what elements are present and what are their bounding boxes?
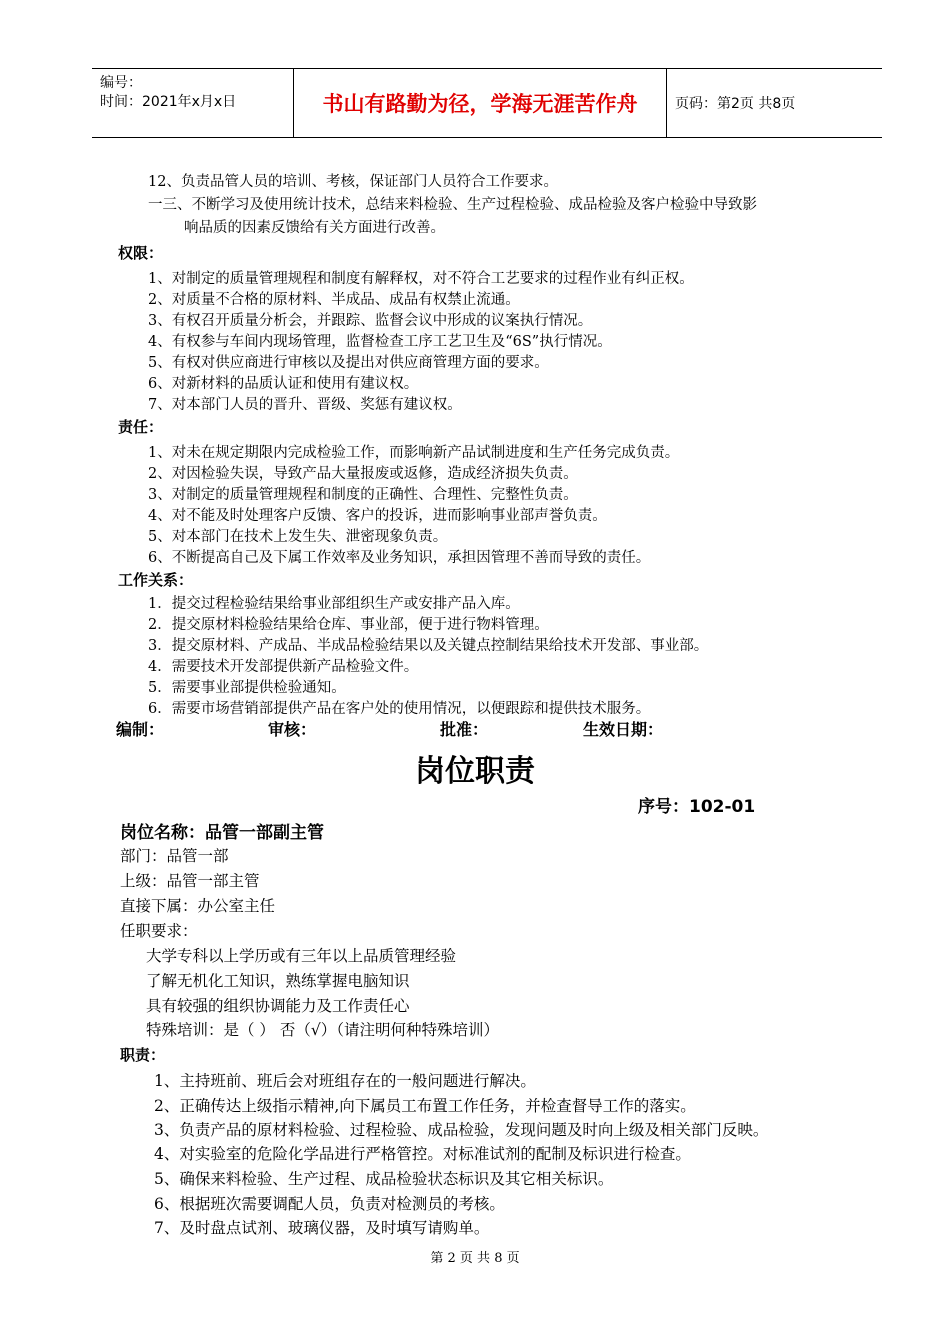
relations-item: 6．需要市场营销部提供产品在客户处的使用情况，以便跟踪和提供技术服务。 xyxy=(148,701,651,717)
position-name: 岗位名称：品管一部副主管 xyxy=(120,823,324,843)
duty-item: 3、负责产品的原材料检验、过程检验、成品检验，发现问题及时向上级及相关部门反映。 xyxy=(154,1121,769,1139)
authority-item: 3、有权召开质量分析会，并跟踪、监督会议中形成的议案执行情况。 xyxy=(148,313,593,329)
intro-line: 一三、不断学习及使用统计技术，总结来料检验、生产过程检验、成品检验及客户检验中导致影 xyxy=(148,197,757,213)
authority-item: 5、有权对供应商进行审核以及提出对供应商管理方面的要求。 xyxy=(148,355,549,371)
relations-item: 2．提交原材料检验结果给仓库、事业部，便于进行物料管理。 xyxy=(148,617,549,633)
requirements-label: 任职要求： xyxy=(120,922,198,940)
time-label: 时间：2021年x月x日 xyxy=(100,94,237,110)
responsibility-item: 3、对制定的质量管理规程和制度的正确性、合理性、完整性负责。 xyxy=(148,487,578,503)
subordinate-line: 直接下属：办公室主任 xyxy=(120,897,276,915)
requirement-item: 了解无机化工知识，熟练掌握电脑知识 xyxy=(146,972,410,990)
page-footer: 第 2 页 共 8 页 xyxy=(430,1251,520,1266)
duty-item: 4、对实验室的危险化学品进行严格管控。对标准试剂的配制及标识进行检查。 xyxy=(154,1145,691,1163)
header-page-label: 页码：第2页 共8页 xyxy=(675,96,796,112)
relations-item: 1．提交过程检验结果给事业部组织生产或安排产品入库。 xyxy=(148,596,520,612)
duty-item: 5、确保来料检验、生产过程、成品检验状态标识及其它相关标识。 xyxy=(154,1170,614,1188)
header-motto: 书山有路勤为径，学海无涯苦作舟 xyxy=(293,69,667,137)
authority-item: 1、对制定的质量管理规程和制度有解释权，对不符合工艺要求的过程作业有纠正权。 xyxy=(148,271,694,287)
duties-heading: 职责： xyxy=(120,1046,166,1064)
relations-heading: 工作关系： xyxy=(118,571,194,589)
relations-item: 5．需要事业部提供检验通知。 xyxy=(148,680,346,696)
prepared-by-label: 编制： xyxy=(116,720,165,739)
duty-item: 2、正确传达上级指示精神,向下属员工布置工作任务，并检查督导工作的落实。 xyxy=(154,1097,696,1115)
authority-heading: 权限： xyxy=(118,244,164,262)
duty-item: 1、主持班前、班后会对班组存在的一般问题进行解决。 xyxy=(154,1072,536,1090)
authority-item: 7、对本部门人员的晋升、晋级、奖惩有建议权。 xyxy=(148,397,462,413)
responsibility-item: 1、对未在规定期限内完成检验工作，而影响新产品试制进度和生产任务完成负责。 xyxy=(148,445,680,461)
responsibility-item: 5、对本部门在技术上发生失、泄密现象负责。 xyxy=(148,529,448,545)
relations-item: 3．提交原材料、产成品、半成品检验结果以及关键点控制结果给技术开发部、事业部。 xyxy=(148,638,709,654)
special-training-line: 特殊培训：是（ ） 否（√）（请注明何种特殊培训） xyxy=(146,1021,499,1039)
intro-line: 12、负责品管人员的培训、考核，保证部门人员符合工作要求。 xyxy=(148,174,558,190)
authority-item: 4、有权参与车间内现场管理，监督检查工序工艺卫生及“6S”执行情况。 xyxy=(148,334,612,350)
serial-number: 序号：102-01 xyxy=(638,797,756,817)
responsibility-item: 6、不断提高自己及下属工作效率及业务知识，承担因管理不善而导致的责任。 xyxy=(148,550,651,566)
requirement-item: 大学专科以上学历或有三年以上品质管理经验 xyxy=(146,947,457,965)
relations-item: 4．需要技术开发部提供新产品检验文件。 xyxy=(148,659,419,675)
requirement-item: 具有较强的组织协调能力及工作责任心 xyxy=(146,997,410,1015)
responsibility-item: 2、对因检验失误，导致产品大量报废或返修，造成经济损失负责。 xyxy=(148,466,578,482)
page-header xyxy=(92,68,882,138)
intro-line: 响品质的因素反馈给有关方面进行改善。 xyxy=(184,220,445,236)
authority-item: 2、对质量不合格的原材料、半成品、成品有权禁止流通。 xyxy=(148,292,520,308)
department-line: 部门：品管一部 xyxy=(120,847,229,865)
header-meta xyxy=(92,69,292,137)
superior-line: 上级：品管一部主管 xyxy=(120,872,260,890)
responsibility-heading: 责任： xyxy=(118,418,164,436)
doc-title: 岗位职责 xyxy=(415,754,535,789)
authority-item: 6、对新材料的品质认证和使用有建议权。 xyxy=(148,376,419,392)
responsibility-item: 4、对不能及时处理客户反馈、客户的投诉，进而影响事业部声誉负责。 xyxy=(148,508,607,524)
number-label: 编号： xyxy=(100,75,142,91)
duty-item: 7、及时盘点试剂、玻璃仪器，及时填写请购单。 xyxy=(154,1219,490,1237)
effective-date-label: 生效日期： xyxy=(583,720,664,739)
reviewed-by-label: 审核： xyxy=(268,720,317,739)
duty-item: 6、根据班次需要调配人员，负责对检测员的考核。 xyxy=(154,1195,505,1213)
approved-by-label: 批准： xyxy=(440,720,489,739)
